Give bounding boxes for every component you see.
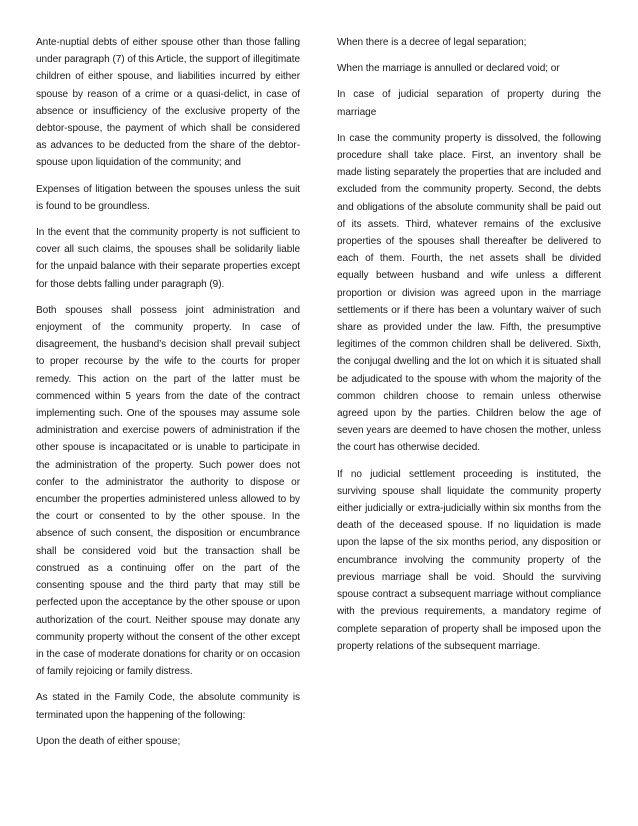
paragraph-termination-intro: As stated in the Family Code, the absolute community is terminated upon the happening of the following:: [36, 692, 300, 721]
paragraph-death-of-spouse: Upon the death of either spouse;: [36, 735, 181, 747]
right-column: [337, 34, 601, 664]
paragraph-legal-separation: When there is a decree of legal separation;: [337, 37, 527, 48]
paragraph-annulment: When the marriage is annulled or declared void; or: [337, 63, 560, 75]
paragraph-judicial-separation: In case of judicial separation of property during the marriage: [337, 89, 601, 118]
paragraph-dissolution-procedure: In case the community property is dissolved, the following procedure shall take place. First, an inventory shall be made listing separately the properties that are included and excluded from the community property. Second, the debts and obligations of the absolute community shall be paid out of its assets. Third, whatever remains of the exclusive properties of the spouses shall thereafter be delivered to each of them. Fourth, the net assets shall be divided equally between husband and wife unless a different proportion or division was agreed upon in the marriage settlements or if there has been a voluntary waiver of such share as provided under the law. Fifth, the presumptive legitimes of the common children shall be delivered. Sixth, the conjugal dwelling and the lot on which it is situated shall be adjudicated to the spouse with whom the majority of the common children choose to remain unless otherwise agreed upon by the parties. Children below the age of seven years are deemed to have chosen the mother, unless the court has otherwise decided.: [337, 132, 601, 454]
left-column: [36, 34, 300, 759]
paragraph-joint-administration: Both spouses shall possess joint administration and enjoyment of the community property. In case of disagreement, the husband’s decision shall prevail subject to proper recourse by the wife to the courts for proper remedy. This action on the part of the latter must be commenced within 5 years from the date of the contract implementing such. One of the spouses may assume sole administration and exercise powers of administration if the other spouse is incapacitated or is unable to participate in the administration of the property. Such power does not confer to the administrator the authority to dispose or encumber the properties administered unless allowed to by the court or consented to by the other spouse. In the absence of such consent, the disposition or encumbrance shall be considered void but the transaction shall be construed as a continuing offer on the part of the consenting spouse and the third party that may still be perfected upon the acceptance by the other spouse or upon authorization of the court. Neither spouse may donate any community property without the consent of the other except in the case of moderate donations for charity or on occasion of family rejoicing or family distress.: [36, 304, 300, 678]
paragraph-insufficient-property: In the event that the community property is not sufficient to cover all such claims, the spouses shall be solidarily liable for the unpaid balance with their separate properties except for those debts falling under paragraph (9).: [36, 227, 300, 290]
paragraph-litigation-expenses: Expenses of litigation between the spouses unless the suit is found to be groundless.: [36, 183, 300, 212]
paragraph-antenuptial-debts: Ante-nuptial debts of either spouse other than those falling under paragraph (7) of this Article, the support of illegitimate children of either spouse, and liabilities incurred by either spouse by reason of a crime or a quasi-delict, in case of absence or insufficiency of the exclusive property of the debtor-spouse, the payment of which shall be considered as advances to be deducted from the share of the debtor-spouse upon liquidation of the community; and: [36, 37, 300, 169]
paragraph-liquidation: If no judicial settlement proceeding is instituted, the surviving spouse shall liquidate the community property either judicially or extra-judicially within six months from the death of the deceased spouse. If no liquidation is made upon the lapse of the six months period, any disposition or encumbrance involving the community property of the previous marriage shall be void. Should the surviving spouse contract a subsequent marriage without compliance with the previous requirements, a mandatory regime of complete separation of property shall be imposed upon the property relations of the subsequent marriage.: [337, 468, 601, 652]
